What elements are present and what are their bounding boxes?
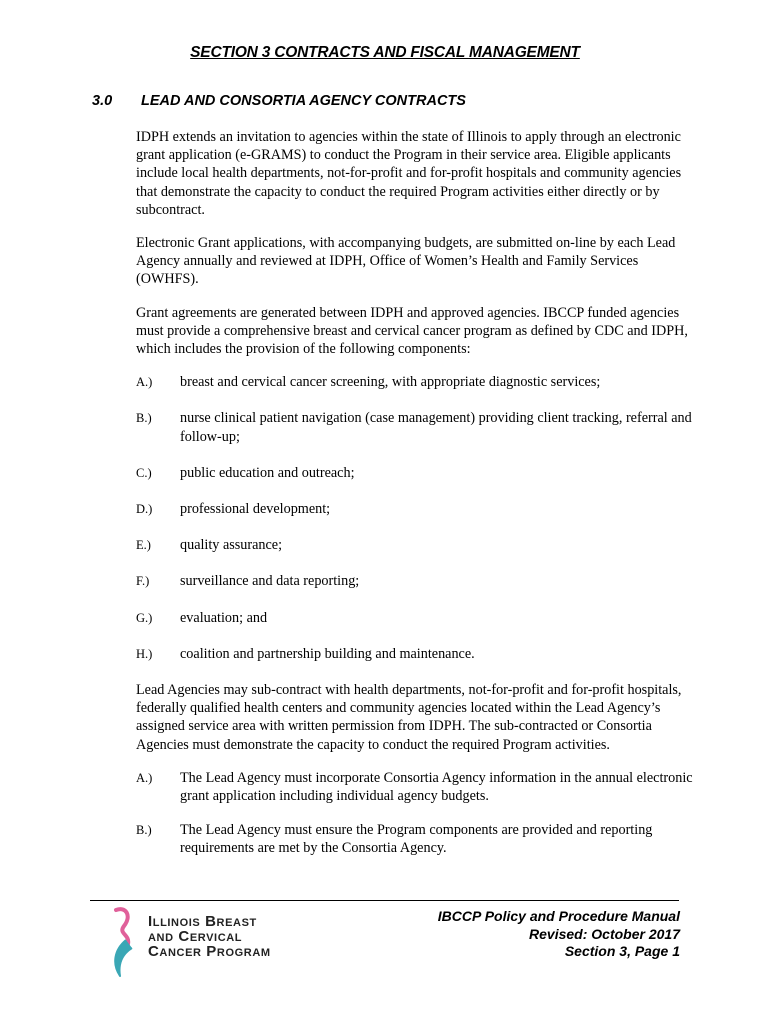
- ribbon-pink-stroke: [116, 909, 128, 944]
- application-paragraph: Electronic Grant applications, with accompanying budgets, are submitted on-line by each Lead Agency annually and reviewed at IDPH, Office of Women’s Health and Family Services (OWHFS).: [136, 235, 676, 288]
- list-item-text: breast and cervical cancer screening, with appropriate diagnostic services;: [180, 374, 601, 391]
- list-item-text: quality assurance;: [180, 537, 283, 554]
- footer-info: [438, 908, 680, 961]
- list-item-label: E.): [136, 538, 151, 553]
- logo-line: and Cervical: [148, 928, 243, 945]
- components-list: [136, 373, 696, 663]
- list-item-label: A.): [136, 770, 153, 785]
- agreements-paragraph: Grant agreements are generated between IDPH and approved agencies. IBCCP funded agencies must provide a comprehensive breast and cervical cancer program as defined by CDC and IDPH, which includes the provision of the following components:: [136, 304, 688, 358]
- list-item: [136, 500, 696, 518]
- list-item: [136, 821, 696, 857]
- manual-title: IBCCP Policy and Procedure Manual: [437, 908, 680, 924]
- list-item-text: professional development;: [180, 501, 331, 518]
- requirements-list: [136, 769, 696, 858]
- footer-divider: [90, 900, 679, 901]
- list-item-label: B.): [136, 823, 152, 838]
- list-item: [136, 645, 696, 663]
- list-item-text: coalition and partnership building and maintenance.: [180, 645, 475, 662]
- ribbon-teal-stroke: [115, 940, 132, 976]
- list-item-text: The Lead Agency must ensure the Program components are provided and reporting requirements are met by the Consortia Agency.: [180, 822, 653, 857]
- section-body: [136, 128, 696, 874]
- logo-line: Cancer Program: [148, 943, 271, 960]
- list-item-text: evaluation; and: [180, 609, 268, 626]
- list-item: [136, 409, 696, 445]
- list-item: [136, 769, 696, 805]
- list-item-text: The Lead Agency must incorporate Consortia Agency information in the annual electronic grant application including individual agency budgets.: [180, 769, 693, 805]
- list-item-label: C.): [136, 465, 152, 480]
- logo-line: Illinois Breast: [148, 913, 257, 930]
- section-heading-text: LEAD AND CONSORTIA AGENCY CONTRACTS: [141, 93, 466, 109]
- section-heading: [92, 93, 466, 109]
- revision-date: Revised: October 2017: [529, 925, 680, 942]
- list-item-text: public education and outreach;: [180, 464, 355, 481]
- list-item: [136, 373, 696, 391]
- list-item-text: nurse clinical patient navigation (case management) providing client tracking, referral and follow-up;: [180, 410, 692, 445]
- list-item-label: G.): [136, 610, 153, 625]
- list-item-text: surveillance and data reporting;: [180, 573, 360, 590]
- section-number: 3.0: [92, 93, 113, 109]
- list-item-label: A.): [136, 375, 153, 390]
- subcontract-paragraph: Lead Agencies may sub-contract with health departments, not-for-profit and for-profit hospitals, federally qualified health centers and community agencies located within the Lead Agency’s assigned service area with written permission from IDPH. The sub-contracted or Consortia Agencies must demonstrate the capacity to conduct the required Program activities.: [136, 682, 682, 753]
- page-number: Section 3, Page 1: [564, 943, 680, 959]
- list-item: [136, 536, 696, 554]
- ribbon-logo-icon: [106, 904, 142, 980]
- list-item: [136, 572, 696, 590]
- intro-paragraph: IDPH extends an invitation to agencies within the state of Illinois to apply through an electronic grant application (e-GRAMS) to conduct the Program in their service area. Eligible applicants include local health departments, not-for-profit and for-profit hospitals and community agencies that demonstrate the capacity to conduct the required Program activities either directly or by subcontract.: [136, 129, 682, 218]
- program-logo-text: [148, 914, 271, 959]
- list-item: [136, 464, 696, 482]
- list-item-label: F.): [136, 574, 150, 589]
- list-item: [136, 609, 696, 627]
- list-item-label: D.): [136, 502, 153, 517]
- list-item-label: B.): [136, 411, 152, 426]
- list-item-label: H.): [136, 646, 153, 661]
- page-title: SECTION 3 CONTRACTS AND FISCAL MANAGEMENT: [190, 44, 580, 61]
